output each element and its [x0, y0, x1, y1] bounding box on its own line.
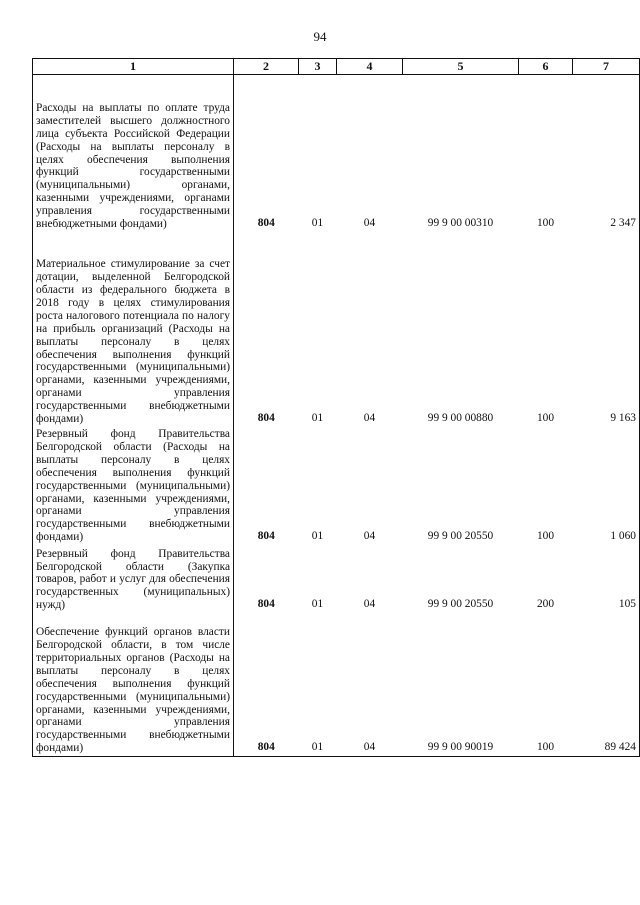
row-code-ministry: 804	[257, 217, 275, 229]
row-code-ministry: 804	[234, 613, 299, 757]
header-col-5: 5	[403, 59, 519, 75]
row-subsection: 04	[363, 412, 376, 424]
row-subsection: 04	[363, 530, 376, 543]
row-amount: 2 347	[573, 75, 640, 233]
row-target-article: 99 9 00 90019	[403, 613, 519, 757]
header-row	[33, 59, 640, 75]
row-amount: 9 163	[573, 232, 640, 427]
row-subsection: 04	[363, 217, 376, 229]
row-description: Материальное стимулирование за счет дотации, выделенной Белгородской области из федерального бюджета в 2018 году в целях стимулирования роста налогового потенциала по налогу на прибыль организаций (Расходы на выплаты персоналу в целях обеспечения выполнения функций государственными (муниципальными) органами, казенными учреждениями, органами управления государственными внебюджетными фондами)	[33, 232, 234, 427]
row-code-ministry: 804	[257, 412, 275, 424]
page-number: 94	[313, 29, 327, 44]
row-expense-type: 200	[536, 598, 555, 611]
row-section: 01	[311, 530, 324, 543]
row-expense-type: 100	[536, 412, 555, 424]
row-expense-type: 100	[536, 217, 555, 229]
row-description: Резервный фонд Правительства Белгородской области (Закупка товаров, работ и услуг для обеспечения государственных (муниципальных) нужд)	[33, 545, 234, 613]
header-col-7: 7	[573, 59, 640, 75]
row-code-ministry: 804	[257, 598, 275, 611]
table-row	[33, 427, 640, 545]
header-col-6: 6	[519, 59, 573, 75]
row-amount: 105	[573, 545, 640, 613]
header-col-1: 1	[33, 59, 234, 75]
row-target-article: 99 9 00 20550	[427, 530, 494, 543]
row-target-article: 99 9 00 00880	[427, 412, 494, 424]
table-row	[33, 232, 640, 427]
row-section: 01	[311, 598, 324, 611]
row-code-ministry: 804	[257, 530, 275, 543]
header-col-3: 3	[299, 59, 337, 75]
budget-table	[32, 58, 640, 757]
table-row	[33, 545, 640, 613]
row-expense-type: 100	[536, 530, 555, 543]
row-expense-type: 100	[519, 613, 573, 757]
row-target-article: 99 9 00 20550	[427, 598, 494, 611]
row-section: 01	[311, 217, 324, 229]
row-amount: 1 060	[573, 427, 640, 545]
table-row	[33, 75, 640, 233]
row-section: 01	[299, 613, 337, 757]
row-amount: 89 424	[573, 613, 640, 757]
table-row	[33, 613, 640, 757]
row-description: Обеспечение функций органов власти Белгородской области, в том числе территориальных органов (Расходы на выплаты персоналу в целях обеспечения выполнения функций государственными (муниципальными) органами, казенными учреждениями, органами управления государственными внебюджетными фондами)	[33, 613, 234, 757]
header-col-2: 2	[234, 59, 299, 75]
row-description: Резервный фонд Правительства Белгородской области (Расходы на выплаты персоналу в целях обеспечения выполнения функций государственными (муниципальными) органами, казенными учреждениями, органами управления государственными внебюджетными фондами)	[33, 427, 234, 545]
row-target-article: 99 9 00 00310	[427, 217, 494, 229]
row-subsection: 04	[337, 613, 403, 757]
row-section: 01	[311, 412, 324, 424]
header-col-4: 4	[337, 59, 403, 75]
row-description: Расходы на выплаты по оплате труда заместителей высшего должностного лица субъекта Российской Федерации (Расходы на выплаты персоналу в целях обеспечения выполнения функций государственными (муниципальными) органами, казенными учреждениями, органами управления государственными внебюджетными фондами)	[33, 75, 234, 233]
row-subsection: 04	[363, 598, 376, 611]
